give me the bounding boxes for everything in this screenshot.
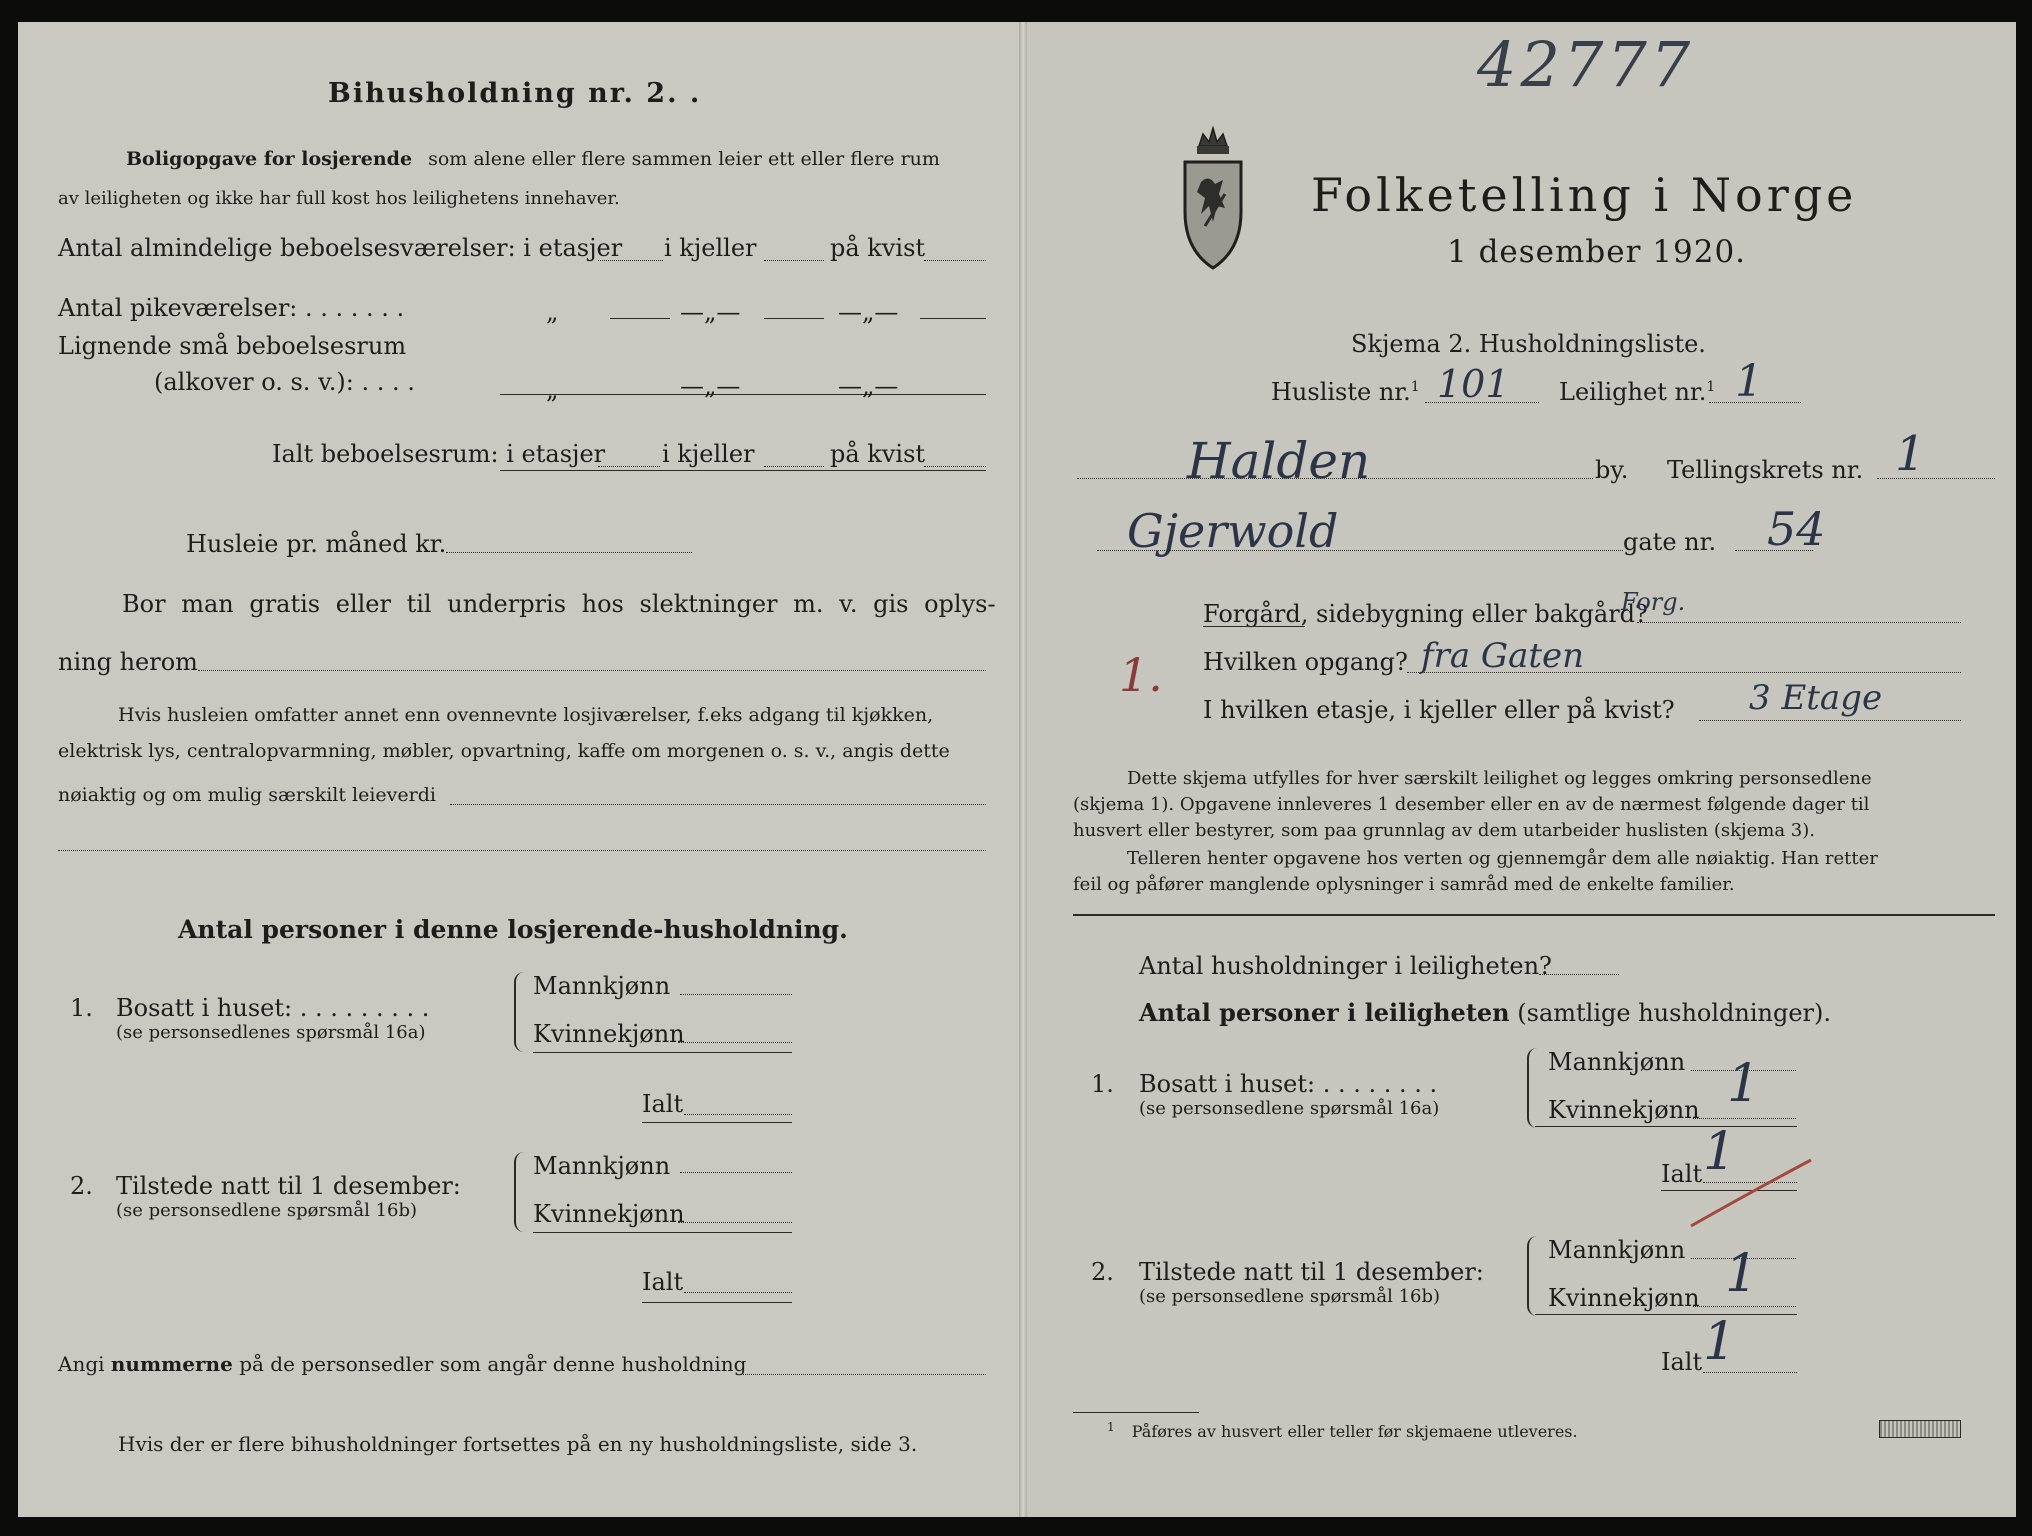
angi-post: på de personsedler som angår denne husholdning bbox=[239, 1352, 747, 1376]
right-q1-kvinne-label: Kvinnekjønn bbox=[1548, 1096, 1700, 1124]
right-q1-ialt-value: 1 bbox=[1703, 1122, 1737, 1182]
right-q2-number: 2. bbox=[1091, 1258, 1114, 1286]
pike-ditto-dash-1: —„— bbox=[680, 298, 741, 326]
right-q2-mann-label: Mannkjønn bbox=[1548, 1236, 1686, 1264]
intro-line-1 bbox=[126, 148, 940, 170]
smaa-field-line[interactable] bbox=[500, 394, 986, 395]
angi-field[interactable] bbox=[740, 1374, 986, 1375]
left-q1-kvinne-field[interactable] bbox=[678, 1042, 792, 1043]
left-q1-brace bbox=[514, 972, 528, 1052]
ialt-kjeller-label: i kjeller bbox=[662, 440, 755, 468]
left-q1-sum-line bbox=[533, 1052, 792, 1053]
leilighet-label bbox=[1559, 378, 1715, 406]
etasje-value: 3 Etage bbox=[1749, 678, 1883, 718]
left-q1-ialt-field[interactable] bbox=[684, 1114, 792, 1115]
right-q2-label: Tilstede natt til 1 desember: bbox=[1139, 1258, 1484, 1286]
smaa-label-2: (alkover o. s. v.): . . . . bbox=[154, 368, 415, 396]
forgard-value: Forg. bbox=[1621, 588, 1686, 616]
left-q2-sub: (se personsedlene spørsmål 16b) bbox=[116, 1200, 418, 1221]
red-correction-strike-icon bbox=[1687, 1154, 1817, 1234]
intro-rest: som alene eller flere sammen leier ett eller flere rum bbox=[428, 148, 940, 170]
pike-kvist-field[interactable] bbox=[920, 318, 986, 319]
right-q1-sub: (se personsedlene spørsmål 16a) bbox=[1139, 1098, 1440, 1119]
right-persons-heading bbox=[1139, 998, 1831, 1027]
omfatter-line-1: Hvis husleien omfatter annet enn ovennevnte losjiværelser, f.eks adgang til kjøkken, bbox=[118, 704, 934, 726]
right-q2-ialt-label: Ialt bbox=[1661, 1348, 1703, 1376]
left-q1-mann-label: Mannkjønn bbox=[533, 972, 671, 1000]
footnote-mark: 1 bbox=[1107, 1420, 1115, 1434]
pike-etasjer-field[interactable] bbox=[610, 318, 670, 319]
ialt-kvist-label: på kvist bbox=[830, 440, 926, 468]
angi-line bbox=[58, 1352, 746, 1376]
left-q2-sum-line bbox=[533, 1232, 792, 1233]
margin-mark: 1. bbox=[1119, 648, 1163, 702]
gate-field[interactable] bbox=[1097, 550, 1623, 551]
left-q1-sub: (se personsedlenes spørsmål 16a) bbox=[116, 1022, 426, 1043]
smaa-ditto: „ bbox=[546, 376, 559, 404]
right-q1-sum-line bbox=[1535, 1126, 1797, 1127]
right-q1-kvinne-field[interactable] bbox=[1693, 1118, 1796, 1119]
husholdninger-field[interactable] bbox=[1539, 974, 1619, 975]
section-divider bbox=[1073, 914, 1995, 916]
rooms-etasjer-field[interactable] bbox=[598, 260, 663, 261]
forgard-field[interactable] bbox=[1637, 622, 1961, 623]
leilighet-footnote-mark: 1 bbox=[1706, 379, 1716, 395]
census-form-sheet bbox=[18, 22, 2016, 1517]
footnote bbox=[1107, 1420, 1578, 1441]
pike-kjeller-field[interactable] bbox=[764, 318, 824, 319]
footnote-rule bbox=[1073, 1412, 1199, 1413]
instruction-line-1: Dette skjema utfylles for hver særskilt leilighet og legges omkring personsedlene bbox=[1127, 768, 1872, 789]
by-field[interactable] bbox=[1077, 478, 1593, 479]
forgard-label: Forgård, sidebygning eller bakgård? bbox=[1203, 600, 1648, 628]
by-label: by. bbox=[1595, 456, 1629, 484]
smaa-label-1: Lignende små beboelsesrum bbox=[58, 332, 407, 360]
tellingskrets-field[interactable] bbox=[1877, 478, 1995, 479]
left-persons-heading: Antal personer i denne losjerende-husholdning. bbox=[178, 915, 848, 944]
rooms-label: Antal almindelige beboelsesværelser: i etasjer bbox=[58, 234, 623, 262]
archive-number: 42777 bbox=[1477, 28, 1695, 101]
left-q2-mann-field[interactable] bbox=[680, 1172, 792, 1173]
opgang-value: fra Gaten bbox=[1421, 636, 1585, 676]
gratis-field[interactable] bbox=[198, 670, 986, 671]
rooms-kjeller-field[interactable] bbox=[764, 260, 824, 261]
husholdninger-label: Antal husholdninger i leiligheten? bbox=[1139, 952, 1552, 980]
right-q2-kvinne-value: 1 bbox=[1725, 1244, 1759, 1304]
left-q1-ialt-underline bbox=[642, 1122, 792, 1123]
leilighet-value: 1 bbox=[1735, 356, 1763, 407]
right-q2-kvinne-label: Kvinnekjønn bbox=[1548, 1284, 1700, 1312]
right-persons-bold: Antal personer i leiligheten bbox=[1139, 998, 1510, 1027]
intro-bold: Boligopgave for losjerende bbox=[126, 148, 413, 170]
left-q1-ialt-label: Ialt bbox=[642, 1090, 684, 1118]
opgang-label: Hvilken opgang? bbox=[1203, 648, 1408, 676]
intro-line-2: av leiligheten og ikke har full kost hos leilighetens innehaver. bbox=[58, 188, 620, 209]
right-q2-sum-line bbox=[1535, 1314, 1797, 1315]
smaa-ditto-dash-1: —„— bbox=[680, 372, 741, 400]
gate-nr-field[interactable] bbox=[1735, 550, 1813, 551]
husliste-footnote-mark: 1 bbox=[1410, 379, 1420, 395]
left-q1-kvinne-label: Kvinnekjønn bbox=[533, 1020, 685, 1048]
etasje-field[interactable] bbox=[1699, 720, 1961, 721]
rooms-kvist-label: på kvist bbox=[830, 234, 926, 262]
left-q1-label: Bosatt i huset: . . . . . . . . . bbox=[116, 994, 430, 1022]
right-q1-label: Bosatt i huset: . . . . . . . . bbox=[1139, 1070, 1438, 1098]
instruction-line-4: Telleren henter opgavene hos verten og gjennemgår dem alle nøiaktig. Han retter bbox=[1127, 848, 1878, 869]
pike-ditto: „ bbox=[546, 298, 559, 326]
by-value: Halden bbox=[1187, 432, 1371, 490]
left-q1-mann-field[interactable] bbox=[680, 994, 792, 995]
right-q1-number: 1. bbox=[1091, 1070, 1114, 1098]
center-fold bbox=[1019, 22, 1027, 1517]
opgang-field[interactable] bbox=[1407, 672, 1961, 673]
leilighet-text: Leilighet nr. bbox=[1559, 378, 1707, 406]
husliste-text: Husliste nr. bbox=[1271, 378, 1411, 406]
ialt-rooms-label: Ialt beboelsesrum: i etasjer bbox=[272, 440, 606, 468]
omfatter-line-2: elektrisk lys, centralopvarmning, møbler, opvartning, kaffe om morgenen o. s. v., angis dette bbox=[58, 740, 950, 762]
pike-ditto-dash-2: —„— bbox=[838, 298, 899, 326]
instruction-line-2: (skjema 1). Opgavene innleveres 1 desember eller en av de nærmest følgende dager til bbox=[1073, 794, 1870, 815]
omfatter-line-3: nøiaktig og om mulig særskilt leieverdi bbox=[58, 784, 436, 806]
angi-bold: nummerne bbox=[110, 1352, 233, 1376]
instruction-line-3: husvert eller bestyrer, som paa grunnlag av dem utarbeider huslisten (skjema 3). bbox=[1073, 820, 1815, 841]
left-q2-kvinne-field[interactable] bbox=[678, 1222, 792, 1223]
leieverdi-field[interactable] bbox=[450, 804, 986, 805]
right-q2-brace bbox=[1527, 1236, 1541, 1316]
left-q1-number: 1. bbox=[70, 994, 93, 1022]
left-q2-ialt-label: Ialt bbox=[642, 1268, 684, 1296]
instruction-line-5: feil og påfører manglende oplysninger i samråd med de enkelte familier. bbox=[1073, 874, 1735, 895]
right-page bbox=[1027, 22, 2016, 1517]
form-date: 1 desember 1920. bbox=[1447, 234, 1747, 270]
gate-label: gate nr. bbox=[1623, 528, 1717, 556]
right-q1-ialt-label: Ialt bbox=[1661, 1160, 1703, 1188]
right-q2-kvinne-field[interactable] bbox=[1693, 1306, 1796, 1307]
leilighet-field[interactable] bbox=[1709, 402, 1801, 403]
forgard-underline bbox=[1203, 626, 1305, 627]
left-q2-kvinne-label: Kvinnekjønn bbox=[533, 1200, 685, 1228]
ialt-kjeller-field[interactable] bbox=[764, 466, 824, 467]
norway-coat-of-arms-icon bbox=[1179, 122, 1247, 272]
husliste-label bbox=[1271, 378, 1420, 406]
husliste-value: 101 bbox=[1437, 362, 1510, 406]
gratis-line-2: ning herom bbox=[58, 648, 198, 676]
right-persons-rest: (samtlige husholdninger). bbox=[1517, 999, 1832, 1027]
ialt-underline bbox=[500, 470, 986, 471]
rooms-kvist-field[interactable] bbox=[924, 260, 986, 261]
angi-pre: Angi bbox=[58, 1352, 105, 1376]
tellingskrets-label: Tellingskrets nr. bbox=[1667, 456, 1864, 484]
ialt-etasjer-field[interactable] bbox=[598, 466, 660, 467]
left-page bbox=[18, 22, 1019, 1517]
smaa-ditto-dash-2: —„— bbox=[838, 372, 899, 400]
gate-nr-value: 54 bbox=[1767, 502, 1826, 556]
etasje-label: I hvilken etasje, i kjeller eller på kvist? bbox=[1203, 696, 1675, 724]
leieverdi-field-2[interactable] bbox=[58, 850, 986, 851]
right-q1-kvinne-value: 1 bbox=[1727, 1054, 1761, 1114]
footnote-text: Påføres av husvert eller teller før skjemaene utleveres. bbox=[1131, 1422, 1578, 1442]
skjema-label: Skjema 2. Husholdningsliste. bbox=[1351, 330, 1706, 358]
left-q2-number: 2. bbox=[70, 1172, 93, 1200]
left-page-title: Bihusholdning nr. 2. . bbox=[328, 78, 702, 109]
left-q2-label: Tilstede natt til 1 desember: bbox=[116, 1172, 461, 1200]
right-q2-sub: (se personsedlene spørsmål 16b) bbox=[1139, 1286, 1441, 1307]
tellingskrets-value: 1 bbox=[1895, 426, 1926, 482]
left-footer: Hvis der er flere bihusholdninger fortsettes på en ny husholdningsliste, side 3. bbox=[118, 1432, 918, 1456]
husleie-label: Husleie pr. måned kr. bbox=[186, 530, 447, 558]
right-q2-ialt-field[interactable] bbox=[1703, 1372, 1797, 1373]
husleie-field[interactable] bbox=[446, 552, 692, 553]
form-title: Folketelling i Norge bbox=[1311, 168, 1858, 222]
right-q2-ialt-value: 1 bbox=[1703, 1312, 1737, 1372]
printer-stamp bbox=[1879, 1420, 1961, 1438]
left-q2-brace bbox=[514, 1152, 528, 1232]
gate-value: Gjerwold bbox=[1127, 504, 1339, 558]
pike-label: Antal pikeværelser: . . . . . . . bbox=[58, 294, 405, 322]
left-q2-mann-label: Mannkjønn bbox=[533, 1152, 671, 1180]
right-q1-mann-label: Mannkjønn bbox=[1548, 1048, 1686, 1076]
left-q2-ialt-underline bbox=[642, 1302, 792, 1303]
rooms-kjeller-label: i kjeller bbox=[664, 234, 757, 262]
gratis-line-1: Bor man gratis eller til underpris hos slektninger m. v. gis oplys- bbox=[122, 590, 996, 618]
ialt-kvist-field[interactable] bbox=[924, 466, 986, 467]
left-q2-ialt-field[interactable] bbox=[684, 1292, 792, 1293]
right-q1-brace bbox=[1527, 1048, 1541, 1128]
husliste-field[interactable] bbox=[1425, 402, 1539, 403]
